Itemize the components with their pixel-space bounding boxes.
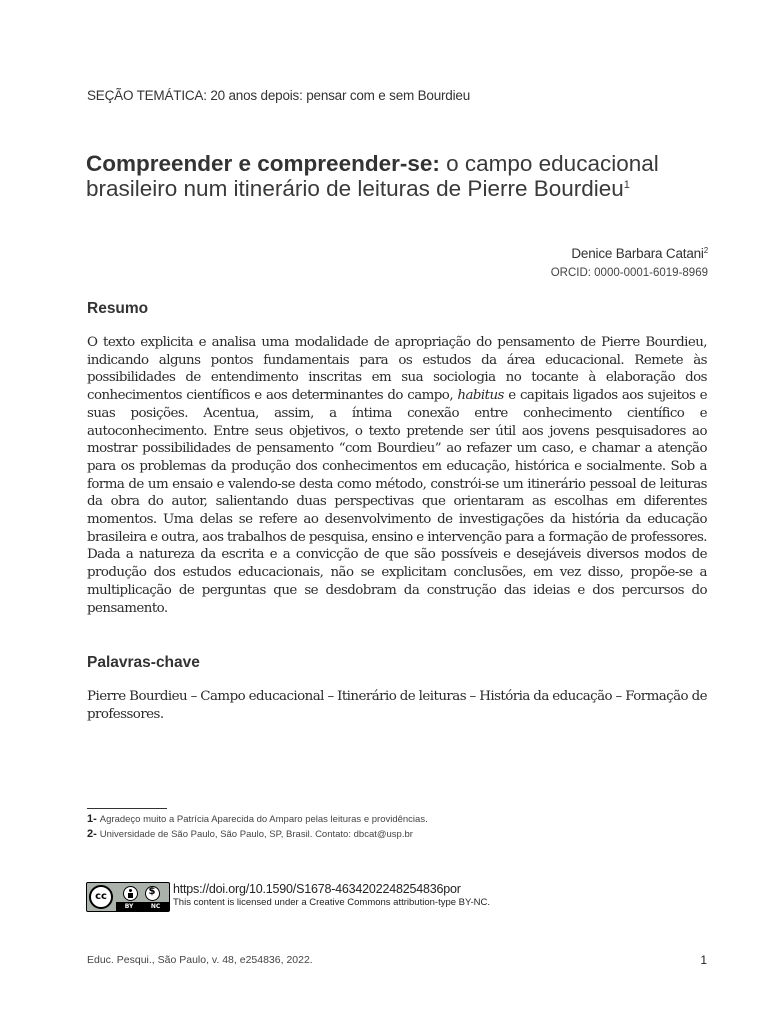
keywords-text: Pierre Bourdieu – Campo educacional – Itinerário de leituras – História da educação – Formação de professores. [87,689,707,722]
keywords-heading: Palavras-chave [87,654,200,671]
footnote-number: 2- [87,828,97,840]
footnote-2 [87,827,428,842]
cc-by-label: BY [124,903,134,910]
abstract-heading: Resumo [87,300,149,317]
journal-citation: Educ. Pesqui., São Paulo, v. 48, e254836, 2022. [87,954,313,966]
article-title [86,151,706,201]
license-block [86,882,490,912]
abstract-italic-habitus: habitus [457,388,504,404]
cc-badge-strip [116,902,169,911]
author-footnote-mark[interactable]: 2 [703,246,708,255]
doi-link[interactable]: https://doi.org/10.1590/S1678-4634202248254836por [173,882,461,896]
creative-commons-badge-icon[interactable] [86,882,170,912]
author-name [571,246,708,261]
abstract-part-2: e capitais ligados aos sujeitos e suas posições. Acentua, assim, a íntima conexão entre conhecimento científico e autoconhecimento. Entre seus objetivos, o texto pretende ser útil aos jovens pesquisadores ao mostrar possibilidades de pensamento “com Bourdieu” ao refazer um caso, e chamar a atenção para os problemas da produção dos conhecimentos em educação, histórica e socialmente. Sob a forma de um ensaio e valendo-se desta como método, constrói-se um itinerário pessoal de leituras da obra do autor, salientando duas perspectivas que orientaram as escolhas em diferentes momentos. Uma delas se refere ao desenvolvimento de investigações da história da educação brasileira e outra, aos trabalhos de pesquisa, ensino e intervenção para a formação de professores. Dada a natureza da escrita e a convicção de que são possíveis e desejáveis diversos modos de produção dos estudos educacionais, não se explicitam conclusões, em vez disso, propõe-se a multiplicação de perguntas que se desdobram da construção das ideias e dos percursos do pensamento. [87,388,707,616]
title-bold-part: Compreender e compreender-se: [86,151,440,176]
footnote-divider [87,808,167,809]
footnote-1 [87,812,428,827]
footnote-number: 1- [87,813,97,825]
section-header: SEÇÃO TEMÁTICA: 20 anos depois: pensar com e sem Bourdieu [87,88,471,103]
author-orcid[interactable]: ORCID: 0000-0001-6019-8969 [550,267,708,279]
cc-nc-label: NC [150,903,161,910]
footnote-text: Agradeço muito a Patrícia Aparecida do Amparo pelas leituras e providências. [99,814,428,825]
license-terms: This content is licensed under a Creative Commons attribution-type BY-NC. [173,897,490,908]
page-number: 1 [700,953,707,967]
license-text [173,882,490,909]
title-footnote-mark[interactable]: 1 [623,179,630,191]
noncommercial-icon [145,886,160,901]
footnotes [87,812,428,842]
cc-icon: cc [89,885,113,909]
footnote-text: Universidade de São Paulo, São Paulo, SP, Brasil. Contato: dbcat@usp.br [99,829,413,840]
title-rest: o campo educacional brasileiro num itinerário de leituras de Pierre Bourdieu [86,151,659,201]
attribution-icon [123,886,138,901]
abstract-text [87,334,707,617]
author-name-text: Denice Barbara Catani [571,246,704,261]
abstract-part-1: O texto explicita e analisa uma modalidade de apropriação do pensamento de Pierre Bourdieu, indicando alguns pontos fundamentais para os estudos da área educacional. Remete às possibilidades de entendimento inscritas em sua sociologia no tocante à elaboração dos conhecimentos científicos e aos determinantes do campo, [87,335,707,404]
